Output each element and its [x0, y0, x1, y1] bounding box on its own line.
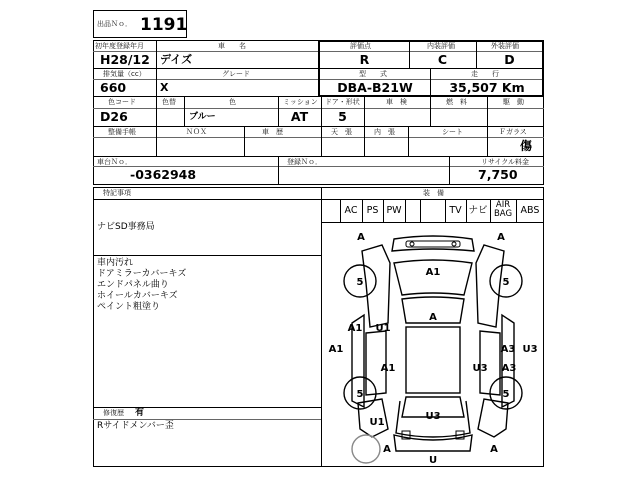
color-value: ブルー	[189, 112, 216, 122]
grade-value: X	[160, 81, 169, 94]
dmg-left-door: A1	[380, 363, 396, 374]
recycle-label: リサイクル料金	[481, 158, 530, 166]
doors-value: 5	[338, 109, 347, 124]
dmg-left-side: A1	[328, 344, 344, 355]
dmg-right-side-u3: U3	[522, 344, 538, 355]
note-line-2: 車内汚れ	[97, 258, 134, 268]
dmg-front-right-corner: A	[497, 232, 505, 243]
sunroof-label: 天 張	[331, 128, 352, 136]
seat-label: シート	[442, 128, 463, 136]
interior-upholstery-label: 内 張	[374, 128, 395, 136]
repair-history-label: 修復歴	[103, 409, 124, 417]
dmg-right-side-a3: A3	[500, 344, 516, 355]
displacement-label: 排気量（cc）	[103, 70, 146, 78]
dmg-rear-bumper: U	[428, 455, 438, 466]
dmg-rear-left-corner: A	[383, 444, 391, 455]
lot-number-box	[93, 10, 187, 38]
dmg-left-pillar-u1: U1	[375, 323, 391, 334]
first-reg-label: 初年度登録年月	[95, 42, 144, 50]
exterior-value: D	[504, 52, 515, 67]
equipment-label: 装 備	[423, 189, 444, 197]
dmg-right-door: U3	[472, 363, 488, 374]
equip-abs: ABS	[520, 205, 540, 216]
special-notes-label: 特記事項	[103, 189, 131, 197]
dmg-rear-right-corner: A	[490, 444, 498, 455]
car-name-value: デイズ	[160, 53, 193, 66]
mission-value: AT	[290, 109, 309, 124]
first-reg-value: H28/12	[100, 52, 150, 67]
dmg-rear-left-wheel: 5	[356, 389, 364, 400]
mileage-value: 35,507 Km	[449, 80, 525, 95]
dmg-front-left-wheel: 5	[356, 277, 364, 288]
exterior-label: 外装評価	[491, 42, 519, 50]
vehicle-inspection-label: 車 検	[386, 98, 407, 106]
note-line-6: ペイント粗塗り	[97, 302, 161, 312]
repair-note: Rサイドメンバー歪	[97, 421, 174, 431]
car-damage-diagram	[322, 223, 544, 467]
dmg-rear-panel: U3	[425, 411, 441, 422]
doors-label: ドア・形状	[325, 98, 360, 106]
dmg-rear-left-u1: U1	[369, 417, 385, 428]
dmg-hood: A1	[425, 267, 441, 278]
equip-airbag: AIR BAG	[493, 200, 513, 219]
equip-tv: TV	[449, 205, 462, 216]
f-glass-label: Ｆガラス	[499, 128, 527, 136]
model-value: DBA-B21W	[337, 80, 413, 95]
note-line-3: ドアミラーカバーキズ	[97, 269, 187, 279]
dmg-front-right-wheel: 5	[502, 277, 510, 288]
dmg-rear-right-wheel: 5	[502, 389, 510, 400]
dmg-left-pillar-a1: A1	[347, 323, 363, 334]
color-label: 色	[229, 98, 236, 106]
color-code-label: 色コード	[108, 98, 136, 106]
displacement-value: 660	[100, 80, 127, 95]
equip-pw: PW	[386, 205, 402, 216]
equip-navi: ナビ	[468, 205, 488, 216]
color-code-value: D26	[100, 109, 128, 124]
chassis-value: -0362948	[130, 167, 197, 182]
note-line-1: ナビSD事務局	[97, 222, 155, 232]
mission-label: ミッション	[283, 98, 318, 106]
color-change-label: 色替	[162, 98, 176, 106]
recycle-value: 7,750	[478, 167, 518, 182]
lot-number: 1191	[140, 15, 188, 35]
drive-label: 駆 動	[503, 98, 524, 106]
chassis-label: 車台Ｎｏ．	[97, 158, 132, 166]
registration-label: 登録Ｎｏ．	[287, 158, 322, 166]
model-label: 型 式	[359, 70, 387, 78]
repair-history-value: 有	[135, 408, 145, 418]
note-line-5: ホイールカバーキズ	[97, 291, 178, 301]
equip-ps: PS	[366, 205, 379, 216]
score-value: R	[359, 52, 370, 67]
dmg-right-rear-a3: A3	[501, 363, 517, 374]
manual-label: 整備手帳	[108, 128, 136, 136]
nox-label: ＮＯＸ	[186, 128, 207, 136]
f-glass-value: 傷	[520, 139, 533, 153]
history-label: 車 歴	[262, 128, 283, 136]
dmg-roof: A	[429, 312, 437, 323]
mileage-label: 走 行	[471, 70, 499, 78]
fuel-label: 燃 料	[446, 98, 467, 106]
interior-value: C	[437, 52, 448, 67]
score-label: 評価点	[350, 42, 371, 50]
dmg-front-left-corner: A	[357, 232, 365, 243]
equip-ac: AC	[344, 205, 358, 216]
grade-label: グレード	[222, 70, 250, 78]
note-line-4: エンドパネル曲り	[97, 280, 169, 290]
interior-label: 内装評価	[427, 42, 455, 50]
car-name-label: 車 名	[218, 42, 246, 50]
lot-label: 出品Ｎｏ．	[97, 20, 132, 28]
